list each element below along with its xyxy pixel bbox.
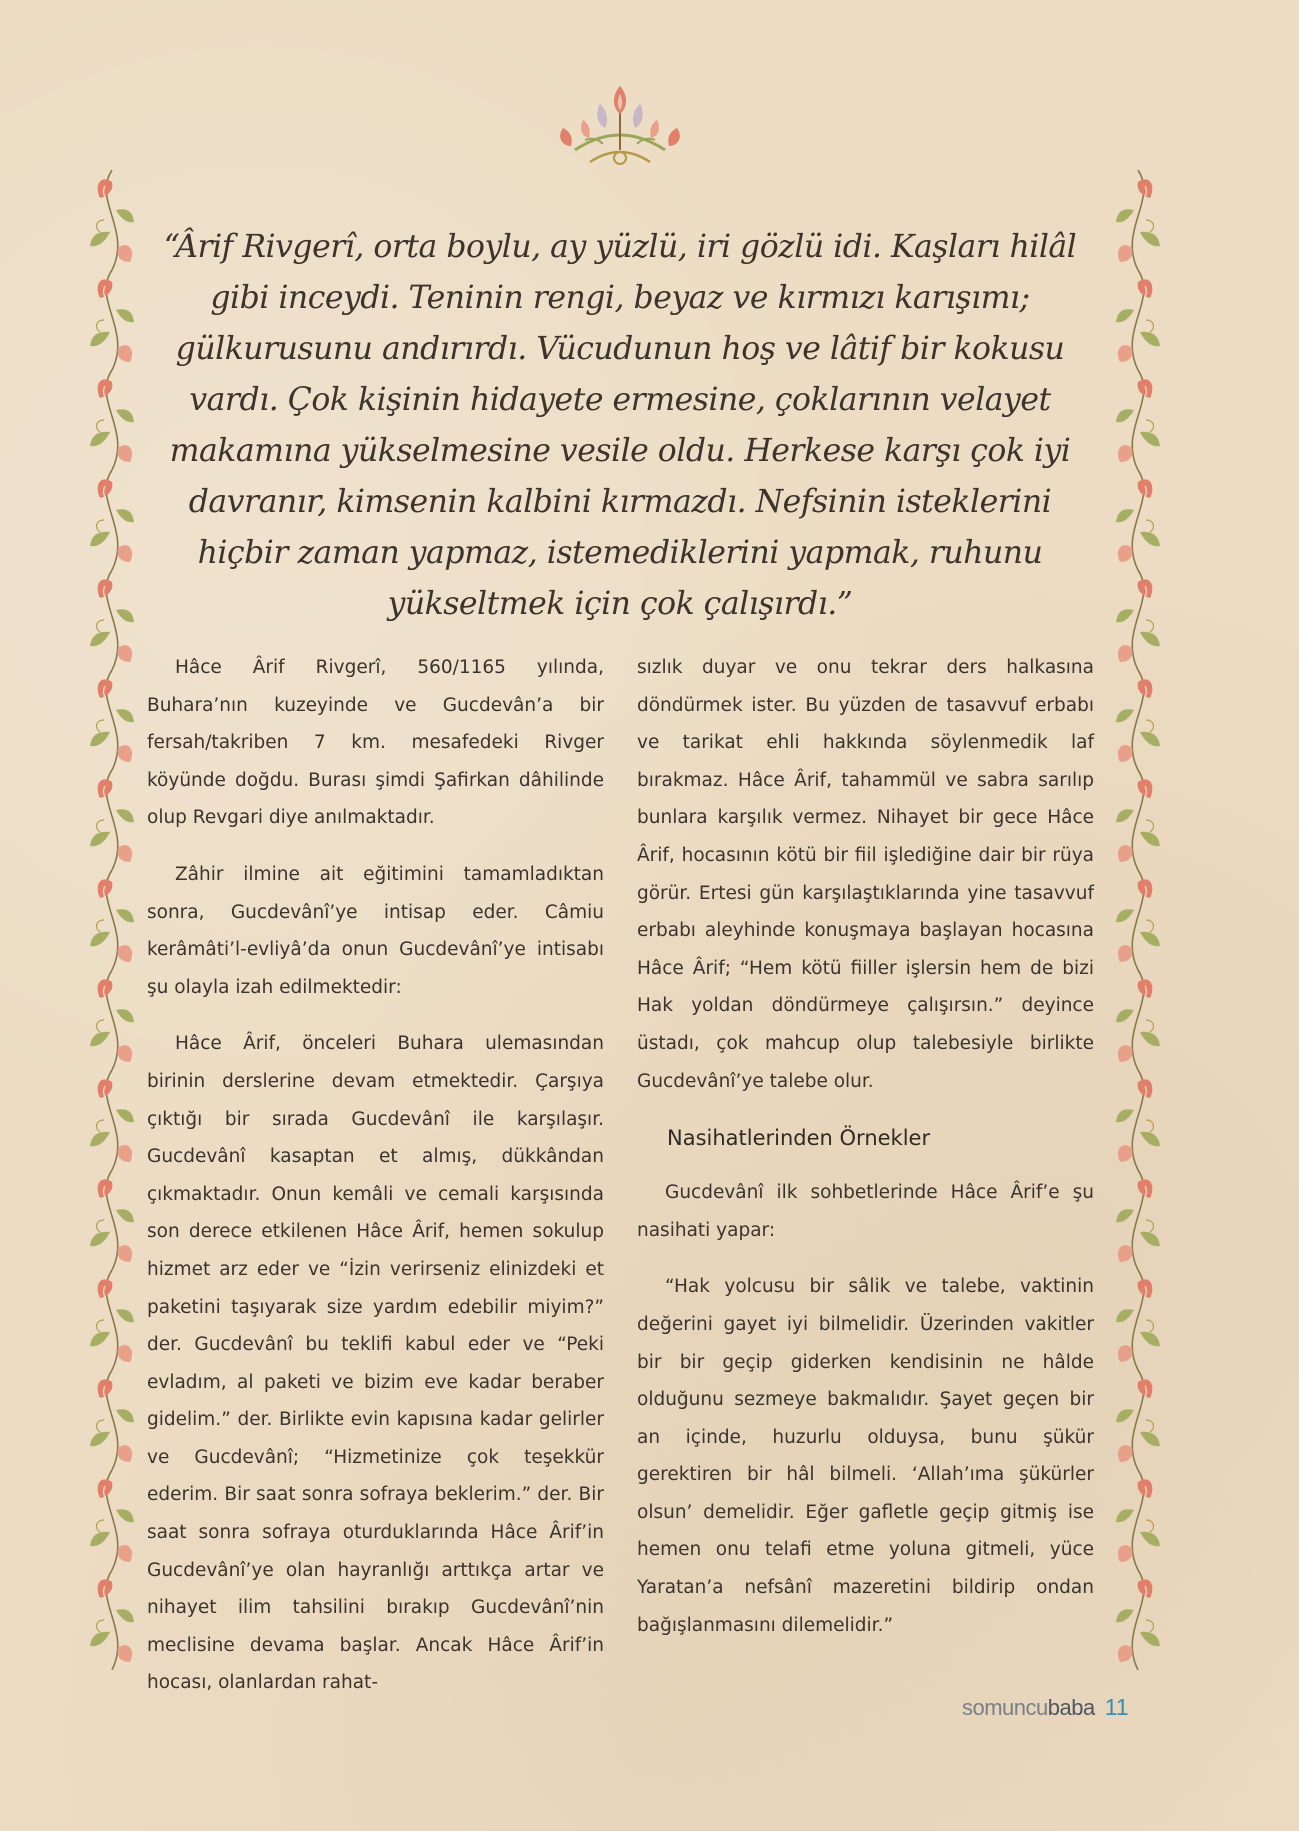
paragraph-birth: Hâce Ârif Rivgerî, 560/1165 yılında, Buhara’nın kuzeyinde ve Gucdevân’a bir fersah/takriben 7 km. mesafedeki Rivger köyünde doğdu. Burası şimdi Şafirkan dâhilinde olup Revgari diye anılmaktadır.	[147, 657, 604, 829]
page-number: 11	[1104, 1694, 1129, 1720]
right-column	[637, 649, 1094, 1663]
paragraph-advice: “Hak yolcusu bir sâlik ve talebe, vaktinin değerini gayet iyi bilmelidir. Üzerinden vakitler bir bir geçip giderken kendisinin ne hâlde olduğunu sezmeye bakmalıdır. Şayet geçen bir an içinde, huzurlu olduysa, bunu şükür gerektiren bir hâl bilmeli. ‘Allah’ıma şükürler olsun’ demelidir. Eğer gafletle geçip gitmiş ise hemen onu telafi etme yoluna gitmeli, yüce Yaratan’a nefsânî mazeretini bildirip ondan bağışlanmasını dilemelidir.”	[637, 1276, 1094, 1636]
tulip-vine-border-left	[82, 170, 142, 1670]
logo-part-2: baba	[1047, 1695, 1095, 1720]
tulip-bouquet-icon	[545, 80, 695, 172]
paragraph-continuation: sızlık duyar ve onu tekrar ders halkasına döndürmek ister. Bu yüzden de tasavvuf erbabı ve tarikat ehli hakkında söylenmedik laf bırakmaz. Hâce Ârif, tahammül ve sabra sarılıp bunlara karşılık vermez. Nihayet bir gece Hâce Ârif, hocasının kötü bir fiil işlediğine dair bir rüya görür. Ertesi gün karşılaştıklarında yine tasavvuf erbabı aleyhinde konuşmaya başlayan hocasına Hâce Ârif; “Hem kötü fiiller işlersin hem de bizi Hak yoldan döndürmeye çalışırsın.” deyince üstadı, çok mahcup olup talebesiyle birlikte Gucdevânî’ye talebe olur.	[637, 657, 1094, 1092]
paragraph-story: Hâce Ârif, önceleri Buhara ulemasından birinin derslerine devam etmektedir. Çarşıya çıktığı bir sırada Gucdevânî ile karşılaşır. Gucdevânî kasaptan et almış, dükkândan çıkmaktadır. Onun kemâli ve cemali karşısında son derece etkilenen Hâce Ârif, hemen sokulup hizmet arz eder ve “İzin verirseniz elinizdeki et paketini taşıyarak size yardım edebilir miyim?” der. Gucdevânî bu teklifi kabul eder ve “Peki evladım, al paketi ve bizim eve kadar beraber gidelim.” der. Birlikte evin kapısına kadar gelirler ve Gucdevânî; “Hizmetinize çok teşekkür ederim. Bir saat sonra sofraya beklerim.” der. Bir saat sonra sofraya oturduklarında Hâce Ârif’in Gucdevânî’ye olan hayranlığı arttıkça artar ve nihayet ilim tahsilini bırakıp Gucdevânî’nin meclisine devama başlar. Ancak Hâce Ârif’in hocası, olanlardan rahat-	[147, 1033, 604, 1694]
pull-quote: “Ârif Rivgerî, orta boylu, ay yüzlü, iri gözlü idi. Kaşları hilâl gibi inceydi. Teninin rengi, beyaz ve kırmızı karışımı; gülkurusunu andırırdı. Vücudunun hoş ve lâtif bir kokusu vardı. Çok kişinin hidayete ermesine, çoklarının velayet makamına yükselmesine vesile oldu. Herkese karşı çok iyi davranır, kimsenin kalbini kırmazdı. Nefsinin isteklerini hiçbir zaman yapmaz, istemediklerini yapmak, ruhunu yükseltmek için çok çalışırdı.”	[163, 229, 1077, 622]
section-heading: Nasihatlerinden Örnekler	[667, 1126, 931, 1151]
logo-part-1: somuncu	[962, 1695, 1048, 1720]
tulip-vine-border-right	[1108, 170, 1168, 1670]
left-column	[147, 649, 604, 1721]
page-footer	[962, 1694, 1129, 1734]
paragraph-education: Zâhir ilmine ait eğitimini tamamladıktan sonra, Gucdevânî’ye intisap eder. Câmiu kerâmâti’l-evliyâ’da onun Gucdevânî’ye intisabı şu olayla izah edilmektedir:	[147, 863, 604, 998]
magazine-logo	[962, 1695, 1095, 1720]
paragraph-intro: Gucdevânî ilk sohbetlerinde Hâce Ârif’e şu nasihati yapar:	[637, 1182, 1094, 1241]
